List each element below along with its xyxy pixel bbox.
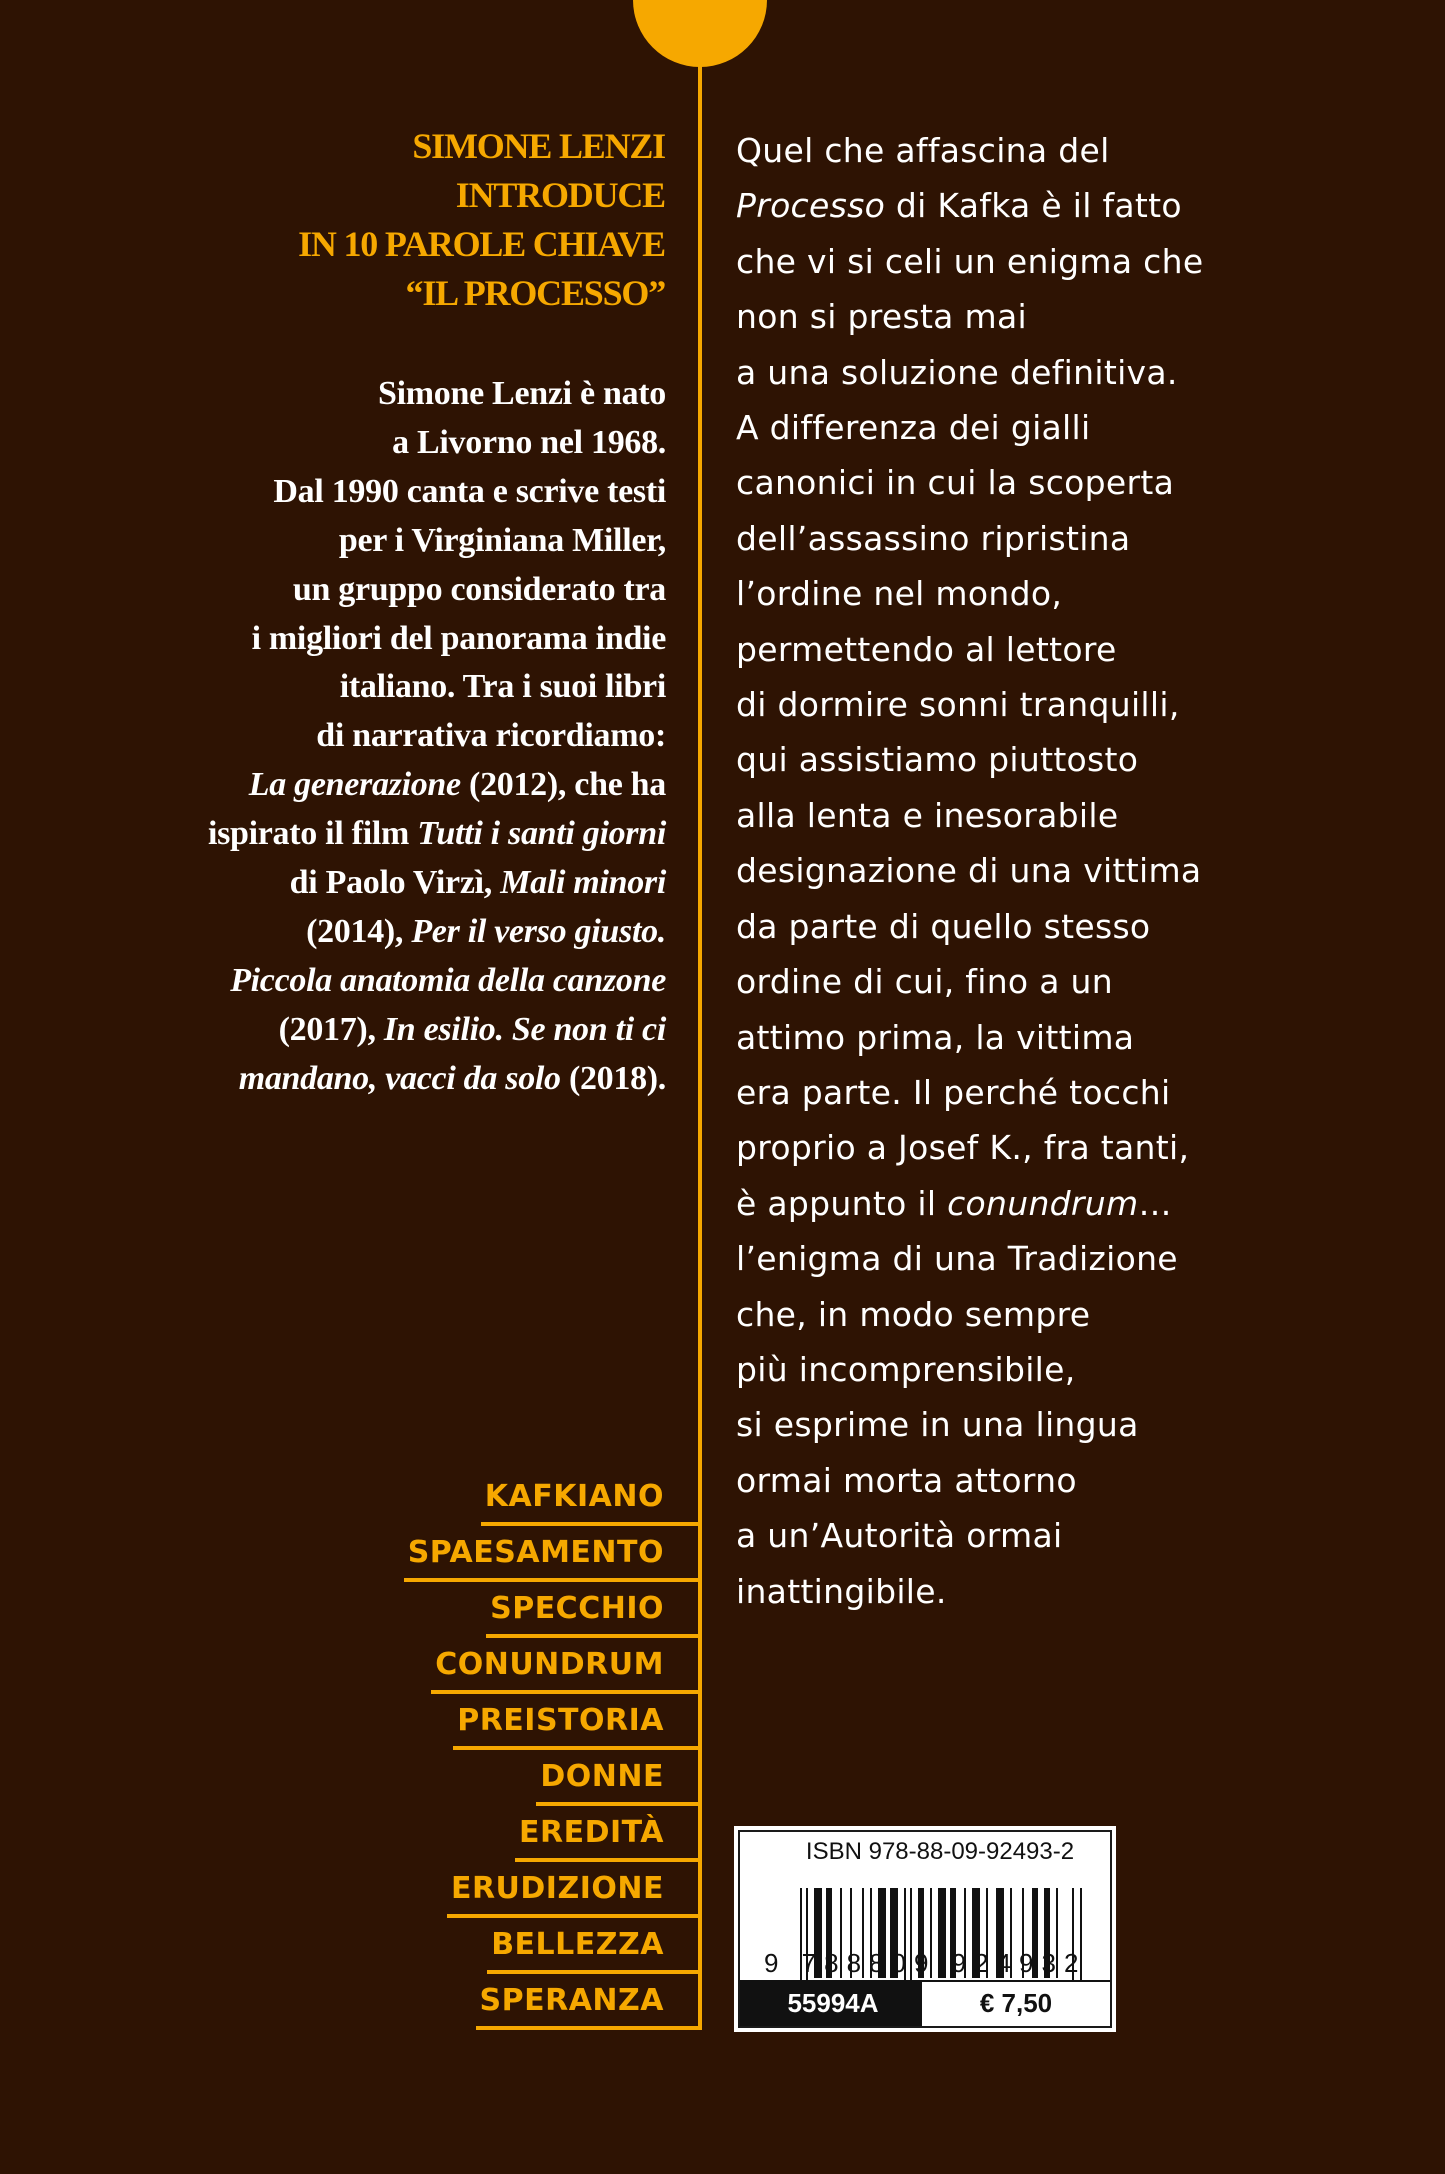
keyword-list bbox=[360, 1470, 700, 2030]
essay-line bbox=[736, 732, 1356, 787]
barcode-digits: 9 788809 924932 bbox=[764, 1948, 1087, 1978]
italic-text: La generazione bbox=[248, 766, 461, 804]
heading-line: “IL PROCESSO” bbox=[405, 273, 665, 313]
essay-line bbox=[736, 677, 1356, 732]
heading-line: SIMONE LENZI bbox=[412, 126, 665, 166]
text: (2017), bbox=[278, 1010, 384, 1048]
text: attimo prima, la vittima bbox=[736, 1017, 1135, 1057]
heading-line: INTRODUCE bbox=[455, 175, 665, 215]
keyword-item bbox=[360, 1750, 700, 1806]
text: italiano. Tra i suoi libri bbox=[339, 668, 666, 706]
keyword-item bbox=[360, 1526, 700, 1582]
essay-line bbox=[736, 622, 1356, 677]
essay-line bbox=[736, 788, 1356, 843]
essay-line bbox=[736, 1397, 1356, 1452]
italic-text: mandano, vacci da solo bbox=[238, 1059, 561, 1097]
text: per i Virginiana Miller, bbox=[338, 521, 666, 559]
bio-line bbox=[100, 468, 666, 517]
keyword-item bbox=[360, 1470, 700, 1526]
keyword-item bbox=[360, 1918, 700, 1974]
essay-line bbox=[736, 954, 1356, 1009]
essay-line bbox=[736, 1010, 1356, 1065]
essay-line bbox=[736, 511, 1356, 566]
bio-line bbox=[100, 712, 666, 761]
essay-line bbox=[736, 1120, 1356, 1175]
essay-line bbox=[736, 234, 1356, 289]
isbn-box bbox=[734, 1826, 1116, 2032]
heading-line: IN 10 PAROLE CHIAVE bbox=[298, 224, 665, 264]
isbn-frame bbox=[738, 1830, 1112, 2028]
keyword-item bbox=[360, 1582, 700, 1638]
text: inattingibile. bbox=[736, 1571, 947, 1611]
text: Simone Lenzi è nato bbox=[377, 375, 666, 412]
keyword-label: SPECCHIO bbox=[490, 1582, 664, 1636]
bio-line bbox=[100, 761, 666, 810]
italic-text: Mali minori bbox=[500, 864, 666, 902]
essay-line bbox=[736, 566, 1356, 621]
price: € 7,50 bbox=[920, 1980, 1110, 2026]
essay-line bbox=[736, 899, 1356, 954]
text: qui assistiamo piuttosto bbox=[736, 740, 1139, 780]
keyword-label: ERUDIZIONE bbox=[451, 1862, 664, 1916]
keyword-item bbox=[360, 1974, 700, 2030]
text: designazione di una vittima bbox=[736, 851, 1202, 891]
text: si esprime in una lingua bbox=[736, 1405, 1139, 1445]
text: Quel che affascina del bbox=[736, 131, 1110, 170]
text: un gruppo considerato tra bbox=[292, 570, 666, 608]
essay-line bbox=[736, 178, 1356, 233]
text: è appunto il bbox=[736, 1183, 948, 1223]
bio-line bbox=[100, 908, 666, 957]
bio-line bbox=[100, 957, 666, 1006]
text: ispirato il film bbox=[207, 815, 418, 853]
text: più incomprensibile, bbox=[736, 1349, 1076, 1389]
text: (2014), bbox=[306, 912, 412, 950]
text: (2018). bbox=[560, 1059, 666, 1097]
bio-line bbox=[100, 1055, 666, 1104]
essay-line bbox=[736, 843, 1356, 898]
keyword-item bbox=[360, 1862, 700, 1918]
keyword-item bbox=[360, 1806, 700, 1862]
bio-line bbox=[100, 859, 666, 908]
text: l’enigma di una Tradizione bbox=[736, 1239, 1178, 1279]
text: a un’Autorità ormai bbox=[736, 1516, 1063, 1556]
text: A differenza dei gialli bbox=[736, 408, 1091, 448]
italic-text: conundrum bbox=[947, 1183, 1139, 1223]
keyword-label: CONUNDRUM bbox=[435, 1638, 664, 1692]
decorative-circle bbox=[633, 0, 767, 67]
italic-text: In esilio. Se non ti ci bbox=[383, 1010, 666, 1048]
italic-text: Piccola anatomia della canzone bbox=[230, 961, 666, 999]
essay-line bbox=[736, 1065, 1356, 1120]
text: a Livorno nel 1968. bbox=[392, 423, 666, 461]
keyword-item bbox=[360, 1694, 700, 1750]
essay-line bbox=[736, 1176, 1356, 1231]
keyword-label: EREDITÀ bbox=[519, 1806, 664, 1860]
essay-line bbox=[736, 1342, 1356, 1397]
essay-line bbox=[736, 345, 1356, 400]
essay-line bbox=[736, 1231, 1356, 1286]
text: l’ordine nel mondo, bbox=[736, 574, 1063, 614]
text: ormai morta attorno bbox=[736, 1460, 1077, 1500]
keyword-label: PREISTORIA bbox=[457, 1694, 664, 1748]
text: canonici in cui la scoperta bbox=[736, 463, 1175, 503]
essay-line bbox=[736, 1287, 1356, 1342]
italic-text: Processo bbox=[736, 186, 886, 226]
text: (2012), che ha bbox=[460, 766, 666, 804]
text: da parte di quello stesso bbox=[736, 906, 1151, 946]
bio-line bbox=[100, 370, 666, 419]
bio-line bbox=[100, 566, 666, 615]
keyword-label: BELLEZZA bbox=[491, 1918, 664, 1972]
text: … bbox=[1138, 1183, 1172, 1223]
text: Dal 1990 canta e scrive testi bbox=[273, 472, 666, 510]
isbn-label: ISBN 978-88-09-92493-2 bbox=[805, 1838, 1075, 1865]
text: proprio a Josef K., fra tanti, bbox=[736, 1128, 1190, 1168]
essay-line bbox=[736, 1508, 1356, 1563]
text: alla lenta e inesorabile bbox=[736, 795, 1119, 835]
italic-text: Tutti i santi giorni bbox=[417, 815, 666, 853]
text: i migliori del panorama indie bbox=[251, 619, 666, 657]
keyword-item bbox=[360, 1638, 700, 1694]
essay-line bbox=[736, 1564, 1356, 1619]
text: che vi si celi un enigma che bbox=[736, 241, 1204, 281]
text: di Kafka è il fatto bbox=[885, 186, 1182, 226]
essay-line bbox=[736, 289, 1356, 344]
text: che, in modo sempre bbox=[736, 1294, 1091, 1334]
essay-line bbox=[736, 400, 1356, 455]
text: ordine di cui, fino a un bbox=[736, 962, 1113, 1002]
text: era parte. Il perché tocchi bbox=[736, 1072, 1171, 1112]
text: di dormire sonni tranquilli, bbox=[736, 685, 1180, 725]
text: di Paolo Virzì, bbox=[289, 864, 501, 902]
essay-line bbox=[736, 123, 1356, 178]
essay-line bbox=[736, 455, 1356, 510]
bio-line bbox=[100, 663, 666, 712]
bio-line bbox=[100, 419, 666, 468]
bio-line bbox=[100, 810, 666, 859]
text: di narrativa ricordiamo: bbox=[316, 717, 666, 755]
italic-text: Per il verso giusto. bbox=[411, 912, 666, 950]
bio-line bbox=[100, 615, 666, 664]
product-code: 55994A bbox=[740, 1980, 926, 2026]
bio-line bbox=[100, 1006, 666, 1055]
text: permettendo al lettore bbox=[736, 629, 1117, 669]
bio-line bbox=[100, 517, 666, 566]
keyword-label: SPAESAMENTO bbox=[408, 1526, 664, 1580]
text: a una soluzione definitiva. bbox=[736, 352, 1178, 392]
essay-text bbox=[736, 123, 1356, 1619]
author-bio bbox=[100, 370, 666, 1104]
text: dell’assassino ripristina bbox=[736, 518, 1131, 558]
keyword-label: SPERANZA bbox=[480, 1974, 664, 2028]
keyword-label: KAFKIANO bbox=[485, 1470, 664, 1524]
keyword-label: DONNE bbox=[540, 1750, 664, 1804]
heading bbox=[150, 122, 665, 318]
essay-line bbox=[736, 1453, 1356, 1508]
text: non si presta mai bbox=[736, 297, 1027, 337]
